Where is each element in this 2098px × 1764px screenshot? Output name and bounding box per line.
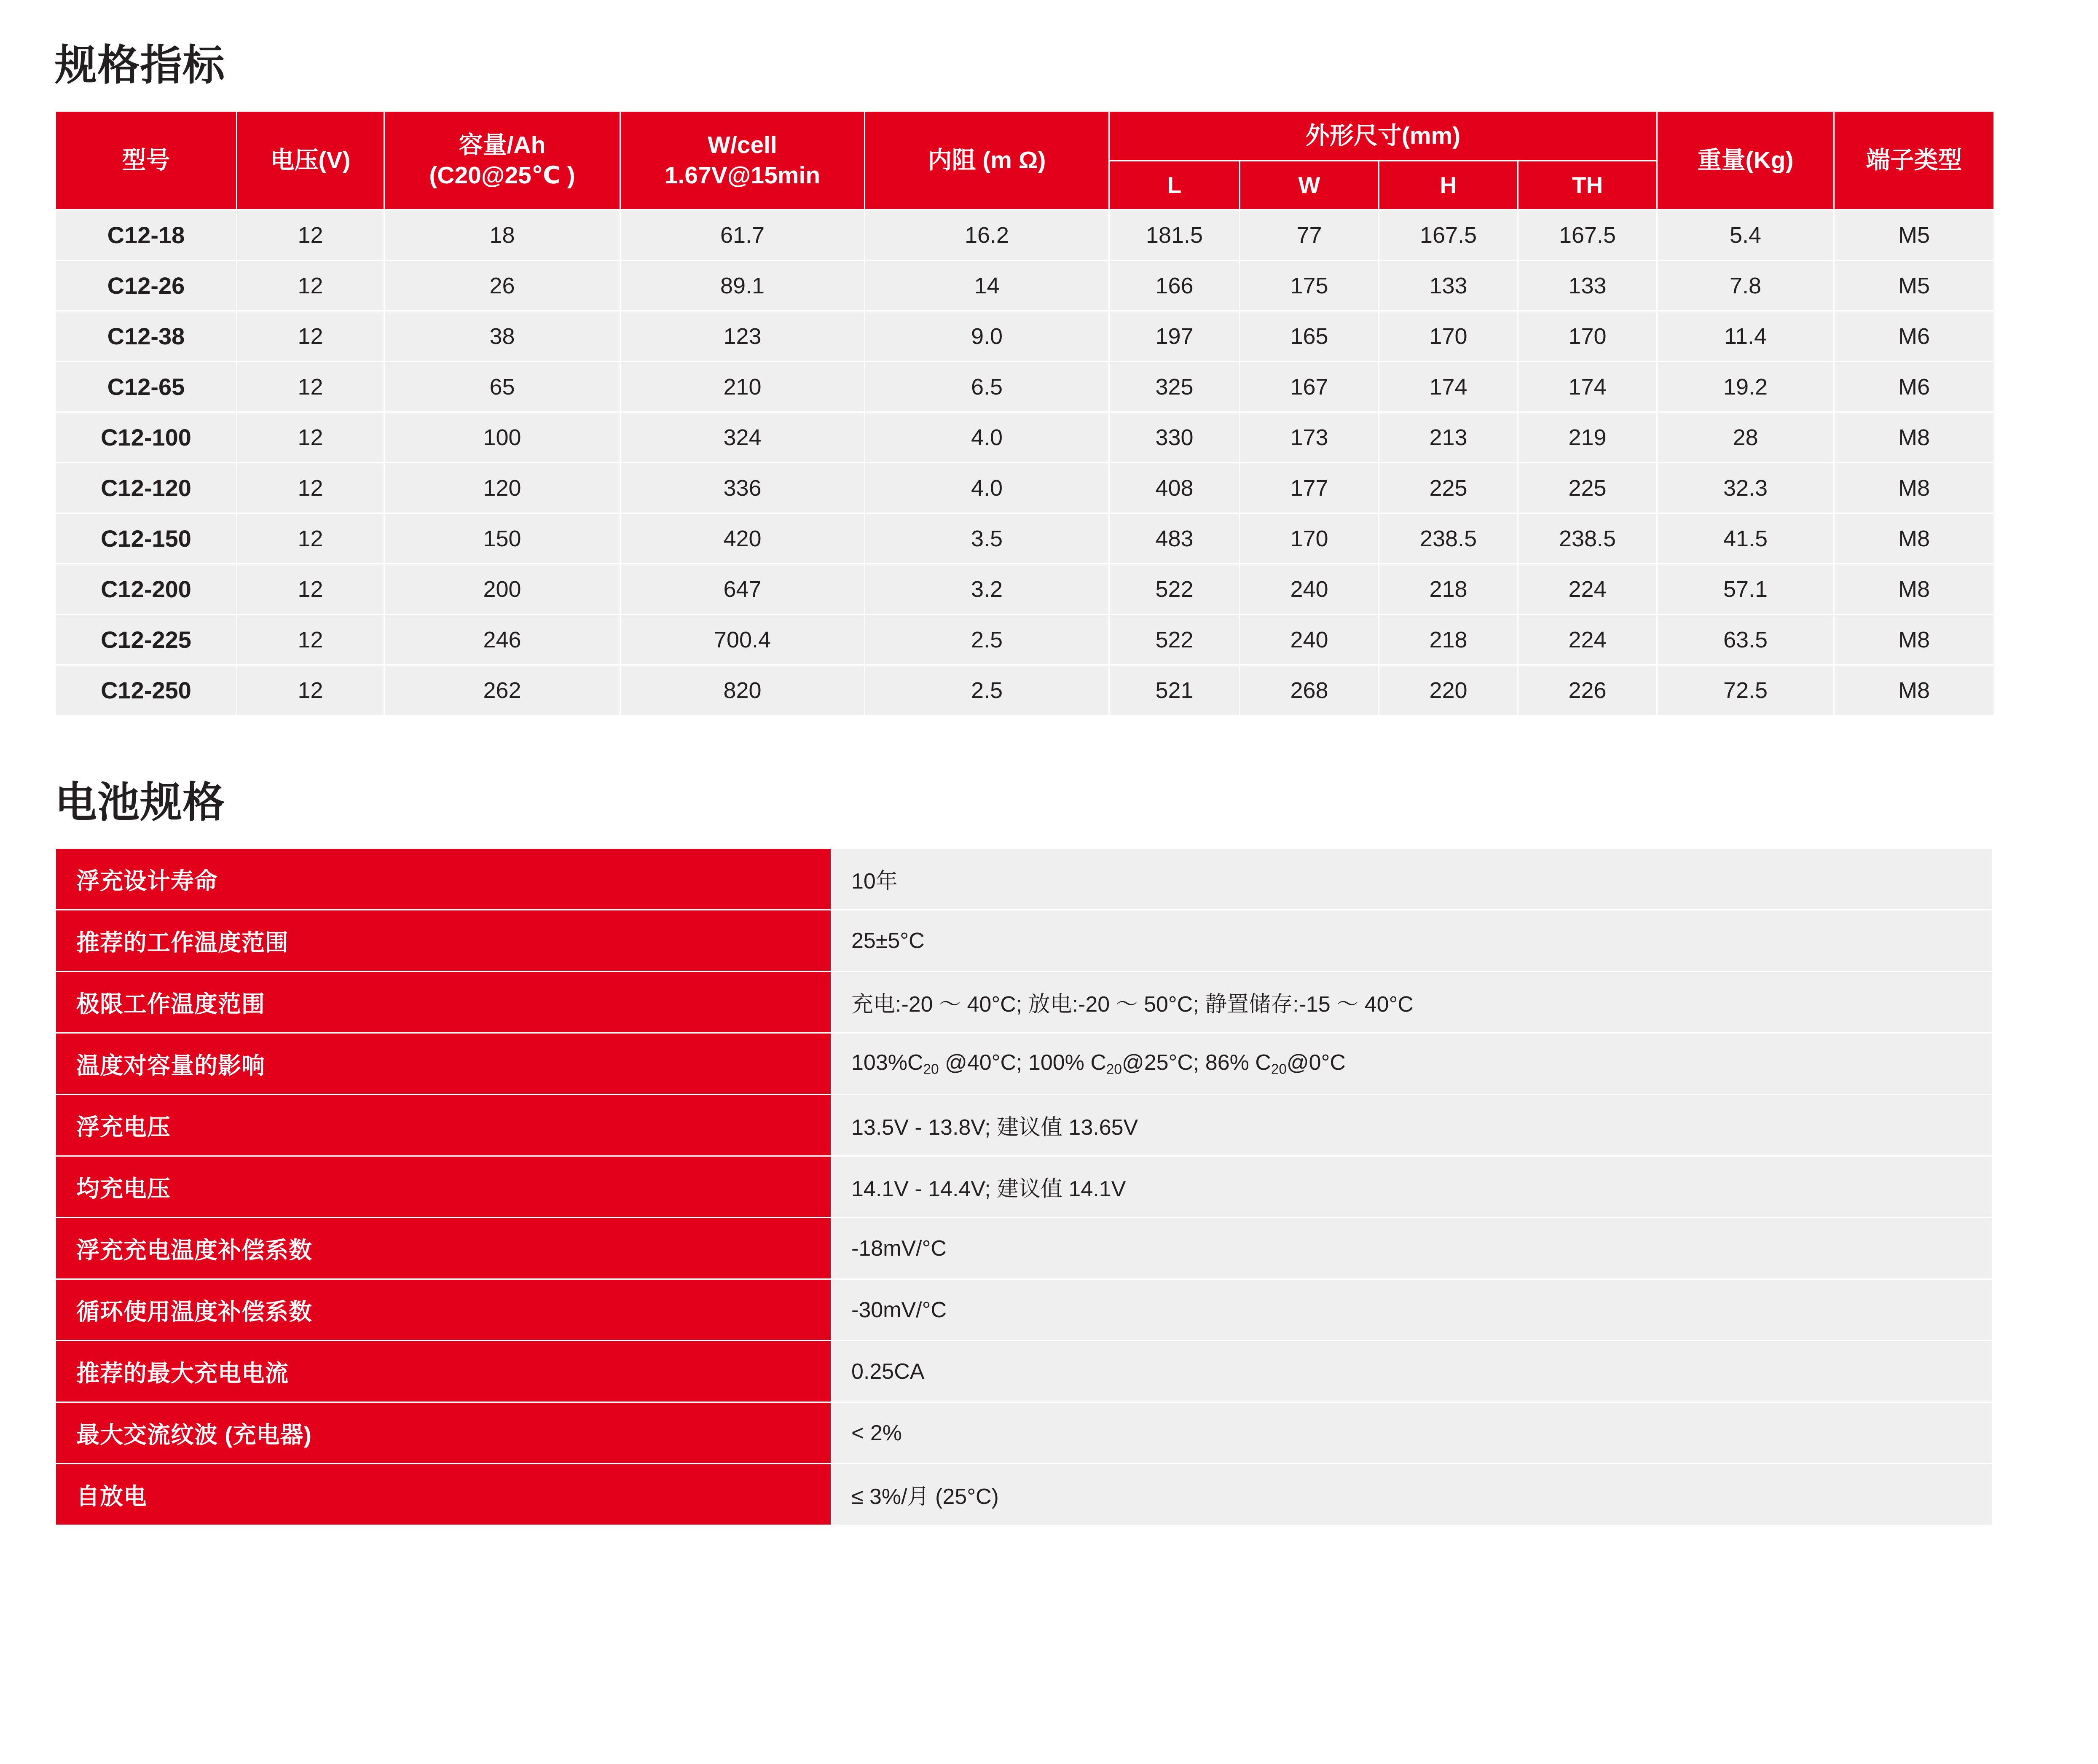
cell-terminal: M5 (1834, 260, 1994, 311)
table-row (56, 463, 1994, 513)
cell-voltage: 12 (237, 260, 384, 311)
col-header-weight: 重量(Kg) (1657, 111, 1834, 210)
cell-capacity: 150 (384, 513, 620, 564)
list-item (56, 1156, 1993, 1218)
table-row (56, 564, 1994, 615)
battery-spec-value: 0.25CA (832, 1341, 1993, 1402)
cell-l: 197 (1109, 311, 1240, 362)
cell-resistance: 3.5 (865, 513, 1109, 564)
col-header-voltage: 电压(V) (237, 111, 384, 210)
cell-h: 133 (1379, 260, 1518, 311)
cell-wcell: 700.4 (620, 615, 865, 665)
battery-spec-label: 浮充设计寿命 (56, 848, 832, 910)
cell-th: 174 (1518, 362, 1657, 412)
col-header-dim-l: L (1109, 161, 1240, 210)
col-header-terminal: 端子类型 (1834, 111, 1994, 210)
col-header-dim-w: W (1240, 161, 1379, 210)
col-header-wcell (620, 111, 865, 210)
cell-resistance: 2.5 (865, 665, 1109, 716)
cell-h: 218 (1379, 615, 1518, 665)
col-header-model: 型号 (56, 111, 237, 210)
cell-wcell: 89.1 (620, 260, 865, 311)
cell-capacity: 200 (384, 564, 620, 615)
cell-terminal: M6 (1834, 362, 1994, 412)
battery-spec-body (56, 848, 1993, 1525)
cell-wcell: 336 (620, 463, 865, 513)
cell-l: 521 (1109, 665, 1240, 716)
cell-weight: 19.2 (1657, 362, 1834, 412)
table-row (56, 362, 1994, 412)
battery-spec-value: 13.5V - 13.8V; 建议值 13.65V (832, 1095, 1993, 1156)
cell-resistance: 4.0 (865, 463, 1109, 513)
list-item (56, 1218, 1993, 1279)
cell-terminal: M8 (1834, 665, 1994, 716)
spec-header-row-1 (56, 111, 1994, 161)
cell-model: C12-38 (56, 311, 237, 362)
table-row (56, 412, 1994, 463)
battery-spec-value: -18mV/°C (832, 1218, 1993, 1279)
cell-weight: 28 (1657, 412, 1834, 463)
cell-terminal: M8 (1834, 564, 1994, 615)
cell-w: 175 (1240, 260, 1379, 311)
cell-resistance: 3.2 (865, 564, 1109, 615)
cell-w: 240 (1240, 615, 1379, 665)
battery-spec-value: $103\%C_{20}$ @40°C; 100% $C_{20}@25^\circ C$; 86% $C_{20}@0^\circ C$ (832, 1033, 1993, 1095)
battery-spec-label: 均充电压 (56, 1156, 832, 1218)
cell-wcell: 820 (620, 665, 865, 716)
cell-model: C12-200 (56, 564, 237, 615)
list-item (56, 848, 1993, 910)
table-row (56, 513, 1994, 564)
cell-capacity: 246 (384, 615, 620, 665)
cell-wcell: 123 (620, 311, 865, 362)
cell-resistance: 4.0 (865, 412, 1109, 463)
cell-w: 173 (1240, 412, 1379, 463)
list-item (56, 910, 1993, 972)
cell-model: C12-250 (56, 665, 237, 716)
table-row (56, 665, 1994, 716)
cell-l: 522 (1109, 564, 1240, 615)
battery-spec-table (55, 848, 1993, 1526)
cell-terminal: M8 (1834, 463, 1994, 513)
battery-spec-label: 推荐的工作温度范围 (56, 910, 832, 972)
cell-weight: 57.1 (1657, 564, 1834, 615)
cell-terminal: M8 (1834, 513, 1994, 564)
cell-th: 238.5 (1518, 513, 1657, 564)
cell-th: 225 (1518, 463, 1657, 513)
cell-w: 77 (1240, 210, 1379, 260)
cell-wcell: 647 (620, 564, 865, 615)
cell-h: 238.5 (1379, 513, 1518, 564)
cell-model: C12-120 (56, 463, 237, 513)
cell-th: 219 (1518, 412, 1657, 463)
battery-spec-value: 充电:-20 ～ 40°C; 放电:-20 ～ 50°C; 静置储存:-15 ～ 40°C (832, 972, 1993, 1033)
cell-weight: 5.4 (1657, 210, 1834, 260)
cell-h: 225 (1379, 463, 1518, 513)
battery-spec-value: 25±5°C (832, 910, 1993, 972)
cell-w: 167 (1240, 362, 1379, 412)
cell-voltage: 12 (237, 412, 384, 463)
cell-capacity: 120 (384, 463, 620, 513)
cell-terminal: M6 (1834, 311, 1994, 362)
list-item (56, 1033, 1993, 1095)
cell-h: 218 (1379, 564, 1518, 615)
cell-w: 268 (1240, 665, 1379, 716)
cell-th: 224 (1518, 615, 1657, 665)
cell-resistance: 16.2 (865, 210, 1109, 260)
cell-weight: 11.4 (1657, 311, 1834, 362)
col-header-dimensions: 外形尺寸(mm) (1109, 111, 1657, 161)
col-header-capacity (384, 111, 620, 210)
cell-resistance: 14 (865, 260, 1109, 311)
col-header-dim-th: TH (1518, 161, 1657, 210)
cell-h: 170 (1379, 311, 1518, 362)
cell-w: 177 (1240, 463, 1379, 513)
cell-l: 483 (1109, 513, 1240, 564)
cell-voltage: 12 (237, 615, 384, 665)
cell-voltage: 12 (237, 311, 384, 362)
cell-wcell: 61.7 (620, 210, 865, 260)
cell-w: 240 (1240, 564, 1379, 615)
battery-spec-value: 14.1V - 14.4V; 建议值 14.1V (832, 1156, 1993, 1218)
cell-model: C12-150 (56, 513, 237, 564)
cell-resistance: 9.0 (865, 311, 1109, 362)
battery-spec-value: -30mV/°C (832, 1279, 1993, 1341)
list-item (56, 1402, 1993, 1464)
cell-voltage: 12 (237, 665, 384, 716)
cell-weight: 63.5 (1657, 615, 1834, 665)
cell-model: C12-100 (56, 412, 237, 463)
cell-voltage: 12 (237, 564, 384, 615)
list-item (56, 1095, 1993, 1156)
cell-weight: 41.5 (1657, 513, 1834, 564)
table-row (56, 311, 1994, 362)
spec-table (55, 110, 1995, 716)
cell-th: 224 (1518, 564, 1657, 615)
cell-weight: 7.8 (1657, 260, 1834, 311)
battery-spec-label: 极限工作温度范围 (56, 972, 832, 1033)
cell-capacity: 26 (384, 260, 620, 311)
table-row (56, 260, 1994, 311)
cell-capacity: 100 (384, 412, 620, 463)
col-header-capacity-line2: (C20@25℃ ) (429, 161, 575, 189)
col-header-resistance: 内阻 (m Ω) (865, 111, 1109, 210)
cell-weight: 32.3 (1657, 463, 1834, 513)
battery-spec-label: 自放电 (56, 1464, 832, 1525)
cell-terminal: M8 (1834, 412, 1994, 463)
cell-resistance: 6.5 (865, 362, 1109, 412)
list-item (56, 1464, 1993, 1525)
cell-l: 325 (1109, 362, 1240, 412)
cell-l: 166 (1109, 260, 1240, 311)
table-row (56, 615, 1994, 665)
cell-model: C12-18 (56, 210, 237, 260)
cell-weight: 72.5 (1657, 665, 1834, 716)
cell-l: 330 (1109, 412, 1240, 463)
cell-h: 220 (1379, 665, 1518, 716)
battery-spec-value: ≤ 3%/月 (25°C) (832, 1464, 1993, 1525)
cell-capacity: 38 (384, 311, 620, 362)
table-row (56, 210, 1994, 260)
spec-table-body (56, 210, 1994, 716)
cell-capacity: 262 (384, 665, 620, 716)
battery-spec-value: < 2% (832, 1402, 1993, 1464)
cell-voltage: 12 (237, 513, 384, 564)
cell-l: 181.5 (1109, 210, 1240, 260)
battery-spec-label: 浮充电压 (56, 1095, 832, 1156)
cell-wcell: 210 (620, 362, 865, 412)
cell-resistance: 2.5 (865, 615, 1109, 665)
page-title-spec: 规格指标 (55, 42, 225, 89)
battery-spec-label: 浮充充电温度补偿系数 (56, 1218, 832, 1279)
cell-h: 174 (1379, 362, 1518, 412)
cell-th: 133 (1518, 260, 1657, 311)
col-header-wcell-line2: 1.67V@15min (664, 161, 821, 189)
spec-table-head (56, 111, 1994, 210)
cell-model: C12-225 (56, 615, 237, 665)
battery-spec-label: 推荐的最大充电电流 (56, 1341, 832, 1402)
list-item (56, 972, 1993, 1033)
cell-model: C12-26 (56, 260, 237, 311)
cell-wcell: 324 (620, 412, 865, 463)
cell-l: 408 (1109, 463, 1240, 513)
cell-wcell: 420 (620, 513, 865, 564)
cell-voltage: 12 (237, 362, 384, 412)
battery-spec-label: 温度对容量的影响 (56, 1033, 832, 1095)
cell-th: 170 (1518, 311, 1657, 362)
battery-spec-label: 循环使用温度补偿系数 (56, 1279, 832, 1341)
cell-terminal: M8 (1834, 615, 1994, 665)
cell-w: 165 (1240, 311, 1379, 362)
cell-model: C12-65 (56, 362, 237, 412)
cell-terminal: M5 (1834, 210, 1994, 260)
cell-th: 167.5 (1518, 210, 1657, 260)
col-header-capacity-line1: 容量/Ah (459, 132, 546, 159)
cell-voltage: 12 (237, 210, 384, 260)
col-header-wcell-line1: W/cell (708, 132, 777, 159)
cell-w: 170 (1240, 513, 1379, 564)
battery-spec-label: 最大交流纹波 (充电器) (56, 1402, 832, 1464)
page-title-battery: 电池规格 (55, 779, 225, 826)
list-item (56, 1341, 1993, 1402)
cell-h: 167.5 (1379, 210, 1518, 260)
col-header-dim-h: H (1379, 161, 1518, 210)
cell-h: 213 (1379, 412, 1518, 463)
battery-spec-value: 10年 (832, 848, 1993, 910)
cell-voltage: 12 (237, 463, 384, 513)
cell-capacity: 65 (384, 362, 620, 412)
cell-l: 522 (1109, 615, 1240, 665)
cell-th: 226 (1518, 665, 1657, 716)
cell-capacity: 18 (384, 210, 620, 260)
list-item (56, 1279, 1993, 1341)
